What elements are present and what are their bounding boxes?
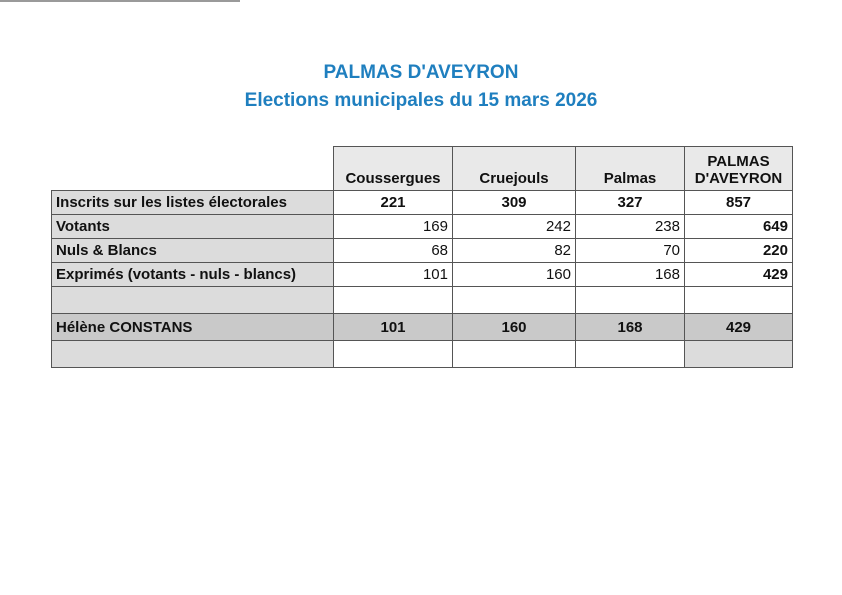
header-corner: [52, 147, 334, 191]
column-header-coussergues: Coussergues: [334, 147, 453, 191]
cell-value: 238: [576, 215, 685, 239]
empty-cell: [685, 341, 793, 368]
cell-value: 169: [334, 215, 453, 239]
cell-value: 160: [453, 263, 576, 287]
empty-cell: [52, 341, 334, 368]
table-row-votants: [52, 215, 793, 239]
cell-value: 70: [576, 239, 685, 263]
cell-value: 168: [576, 314, 685, 341]
empty-cell: [576, 287, 685, 314]
table-header-row: [52, 147, 793, 191]
column-header-cruejouls: Cruejouls: [453, 147, 576, 191]
cell-value: 101: [334, 314, 453, 341]
table-row-inscrits: [52, 191, 793, 215]
row-label: Nuls & Blancs: [52, 239, 334, 263]
empty-cell: [576, 341, 685, 368]
cell-value: 68: [334, 239, 453, 263]
cell-value: 168: [576, 263, 685, 287]
cell-total: 857: [685, 191, 793, 215]
cell-value: 221: [334, 191, 453, 215]
cell-value: 101: [334, 263, 453, 287]
table-row-empty: [52, 341, 793, 368]
empty-cell: [453, 341, 576, 368]
table-row-exprimes: [52, 263, 793, 287]
cell-value: 160: [453, 314, 576, 341]
page-title: PALMAS D'AVEYRON: [323, 62, 519, 83]
column-header-total: PALMAS D'AVEYRON: [685, 147, 793, 191]
results-table: [51, 146, 793, 368]
empty-cell: [52, 287, 334, 314]
column-header-palmas: Palmas: [576, 147, 685, 191]
empty-cell: [685, 287, 793, 314]
table-row-spacer: [52, 287, 793, 314]
empty-cell: [334, 341, 453, 368]
row-label: Exprimés (votants - nuls - blancs): [52, 263, 334, 287]
cell-value: 82: [453, 239, 576, 263]
row-label: Inscrits sur les listes électorales: [52, 191, 334, 215]
cell-total: 649: [685, 215, 793, 239]
scan-edge-line: [0, 0, 240, 2]
cell-value: 327: [576, 191, 685, 215]
cell-value: 242: [453, 215, 576, 239]
cell-total: 429: [685, 263, 793, 287]
row-label: Votants: [52, 215, 334, 239]
empty-cell: [334, 287, 453, 314]
candidate-name: Hélène CONSTANS: [52, 314, 334, 341]
cell-total: 220: [685, 239, 793, 263]
page-subtitle: Elections municipales du 15 mars 2026: [244, 90, 598, 111]
cell-total: 429: [685, 314, 793, 341]
table-row-nuls-blancs: [52, 239, 793, 263]
table-row-candidate: [52, 314, 793, 341]
empty-cell: [453, 287, 576, 314]
cell-value: 309: [453, 191, 576, 215]
document-header: [0, 60, 842, 116]
